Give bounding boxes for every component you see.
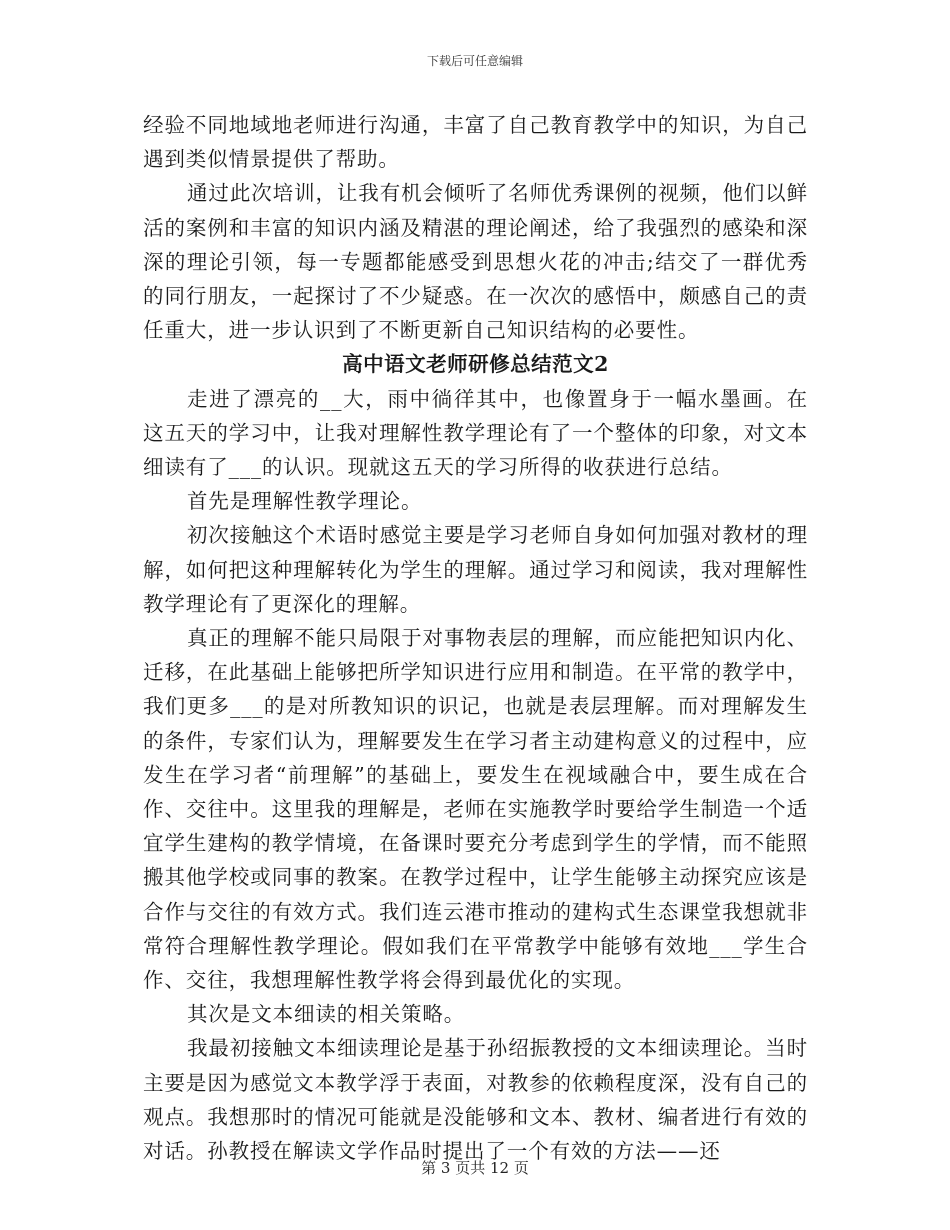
paragraph-first-point: 首先是理解性教学理论。 <box>187 489 423 514</box>
paragraph-first-contact: 初次接触这个术语时感觉主要是学习老师自身如何加强对教材的理解，如何把这种理解转化为学生的理解。通过学习和阅读，我对理解性教学理论有了更深化的理解。 <box>143 523 808 616</box>
paragraph-close-reading: 我最初接触文本细读理论是基于孙绍振教授的文本细读理论。当时主要是因为感觉文本教学浮于表面，对教参的依赖程度深，没有自己的观点。我想那时的情况可能就是没能够和文本、教材、编者进行有效的对话。孙教授在解读文学作品时提出了一个有效的方法——还 <box>143 1036 808 1164</box>
paragraph-training: 通过此次培训，让我有机会倾听了名师优秀课例的视频，他们以鲜活的案例和丰富的知识内涵及精湛的理论阐述，给了我强烈的感染和深深的理论引领，每一专题都能感受到思想火花的冲击;结交了一群优秀的同行朋友，一起探讨了不少疑惑。在一次次的感悟中，颇感自己的责任重大，进一步认识到了不断更新自己知识结构的必要性。 <box>143 181 808 343</box>
paragraph-second-point: 其次是文本细读的相关策略。 <box>187 1002 466 1027</box>
paragraph-continued: 经验不同地域地老师进行沟通，丰富了自己教育教学中的知识，为自己遇到类似情景提供了帮助。 <box>143 113 808 172</box>
section-title: 高中语文老师研修总结范文2 <box>342 352 609 377</box>
document-body <box>143 108 808 1168</box>
paragraph-intro: 走进了漂亮的__大，雨中徜徉其中，也像置身于一幅水墨画。在这五天的学习中，让我对理解性教学理论有了一个整体的印象，对文本细读有了___的认识。现就这五天的学习所得的收获进行总结。 <box>143 386 808 480</box>
page-footer: 第 3 页共 12 页 <box>421 1159 529 1177</box>
paragraph-true-understanding: 真正的理解不能只局限于对事物表层的理解，而应能把知识内化、迁移，在此基础上能够把所学知识进行应用和制造。在平常的教学中，我们更多___的是对所教知识的识记，也就是表层理解。而对理解发生的条件，专家们认为，理解要发生在学习者主动建构意义的过程中，应发生在学习者“前理解”的基础上，要发生在视域融合中，要生成在合作、交往中。这里我的理解是，老师在实施教学时要给学生制造一个适宜学生建构的教学情境，在备课时要充分考虑到学生的学情，而不能照搬其他学校或同事的教案。在教学过程中，让学生能够主动探究应该是合作与交往的有效方式。我们连云港市推动的建构式生态课堂我想就非常符合理解性教学理论。假如我们在平常教学中能够有效地___学生合作、交往，我想理解性教学将会得到最优化的实现。 <box>143 626 808 993</box>
page-header: 下载后可任意编辑 <box>426 54 523 68</box>
